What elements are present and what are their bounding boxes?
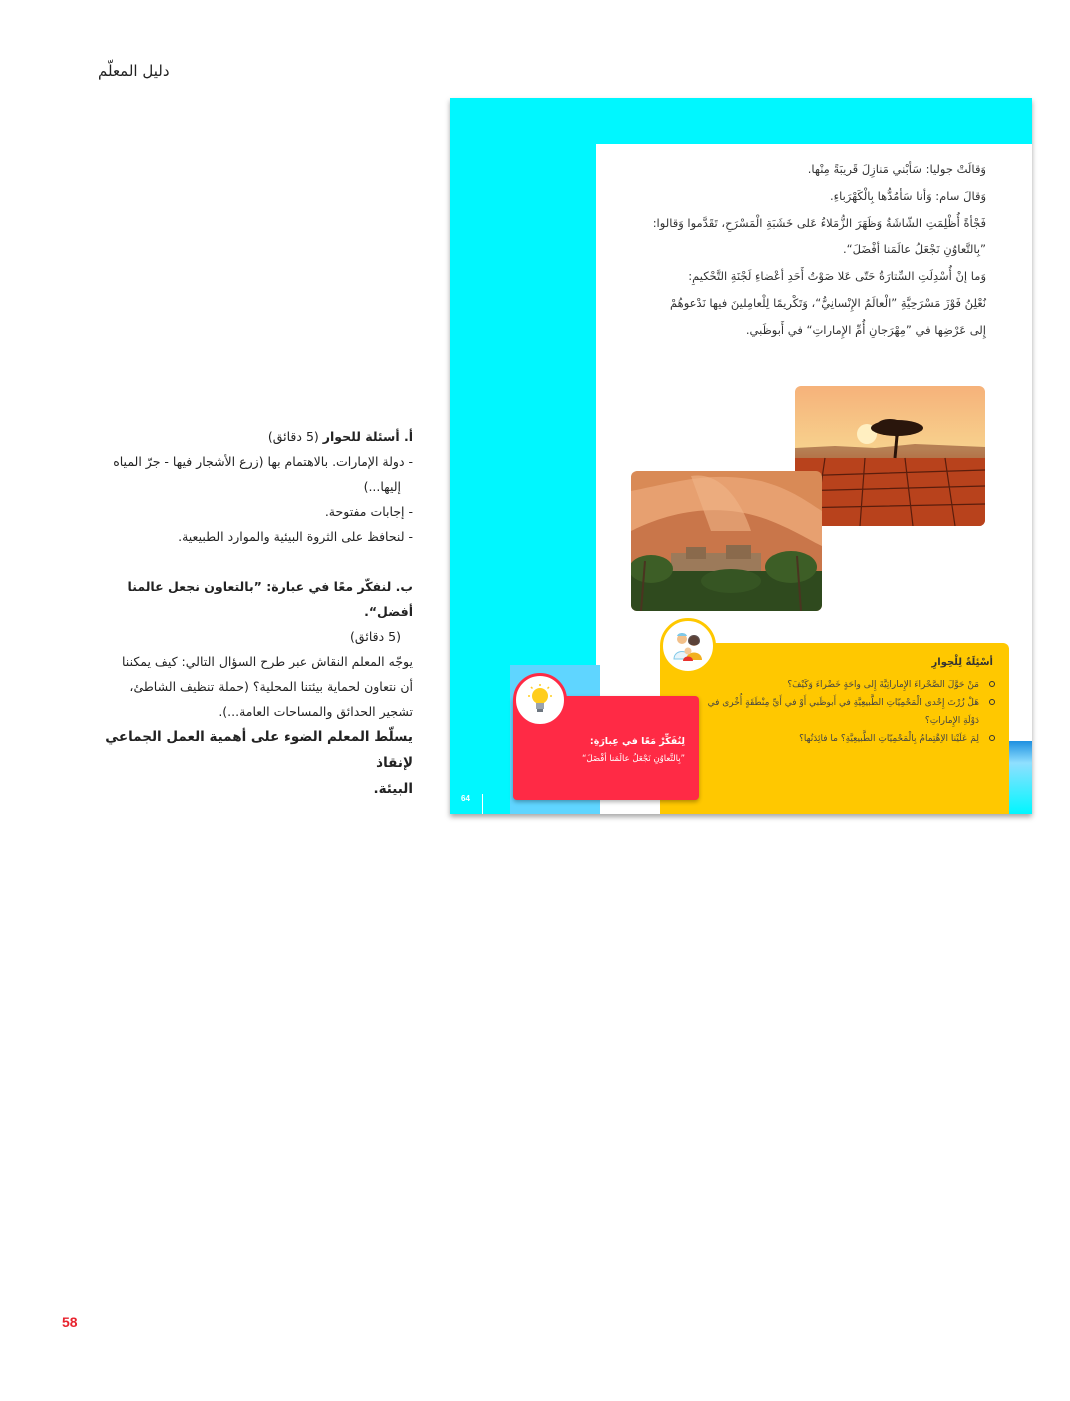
section-c-line-1: يسلّط المعلم الضوء على أهمية العمل الجماعي لإنقاذ <box>105 729 413 771</box>
acacia-tree-photo <box>795 386 985 526</box>
lightbulb-icon <box>513 673 567 727</box>
list-item <box>705 694 995 730</box>
desert-oasis-photo <box>631 471 822 611</box>
question-2: هَلْ زُرْتَ إِحْدى الْمَحْمِيّاتِ الطَّبيعِيَّةِ في أَبوظَبي أَوْ في أَيِّ مِنْطَقَةٍ أُخْرى في دَوْلَةِ الإِماراتِ؟ <box>707 698 979 726</box>
section-b-line-2: أن نتعاون لحماية بيئتنا المحلية؟ (حملة تنظيف الشاطئ، <box>129 679 413 694</box>
student-book-page <box>450 98 1032 814</box>
section-b-heading: ب. لنفكّر معًا في عبارة: ”بالتعاون نجعل عالمنا أفضل“. <box>127 579 413 619</box>
question-1: مَنْ حَوَّلَ الصَّحْراءَ الإِماراتِيَّةَ إِلى واحَةٍ خَضْراءَ وَكَيْفَ؟ <box>787 680 979 690</box>
family-icon <box>660 618 716 674</box>
story-line-3: فَجْأةً أُظْلِمَتِ الشّاشَةُ وَظَهَرَ الزُّمَلاءُ عَلى خَشَبَةِ الْمَسْرَحِ، تَقَدَّموا وَقالوا: <box>652 215 986 230</box>
list-item <box>705 730 995 748</box>
story-line-5: وَما إنْ أُسْدِلَتِ السِّتارَةُ حَتّى عَلا صَوْتُ أَحَدِ أعْضاءِ لَجْنَةِ التَّحْكيمِ: <box>688 269 986 284</box>
think-card-quote: ”بِالتَّعاوُنِ نَجْعَلُ عالَمَنا أفْضَلَ“ <box>581 754 685 764</box>
teamwork-note <box>100 724 413 802</box>
section-a-line-2: إليها...) <box>363 479 401 494</box>
list-item <box>705 676 995 694</box>
section-a-heading-line <box>100 424 413 449</box>
page-number: 58 <box>62 1314 78 1330</box>
story-text <box>610 156 986 344</box>
section-b-line-3: تشجير الحدائق والمساحات العامة...). <box>218 704 413 719</box>
think-together-notes <box>100 574 413 724</box>
book-page-number: 64 <box>461 794 470 803</box>
section-c-line-2: البيئة. <box>373 781 413 797</box>
bullet-icon <box>989 735 995 741</box>
dialogue-questions-notes <box>100 424 413 549</box>
page-number-divider <box>482 794 483 814</box>
section-a-line-3: - إجابات مفتوحة. <box>324 504 413 519</box>
section-a-line-4: - لنحافظ على الثروة البيئية والموارد الطبيعية. <box>178 529 413 544</box>
story-line-6: نُعْلِنُ فَوْزَ مَسْرَحِيَّةِ ”الْعالَمُ الإِنْسانِيُّ“، وَتَكْريمًا لِلْعامِلينَ فيها نَدْعوهُمْ <box>670 295 986 310</box>
story-line-4: ”بِالتَّعاوُنِ نَجْعَلُ عالَمَنا أفْضَلَ“. <box>842 242 986 257</box>
dialogue-questions-list <box>705 676 995 748</box>
question-3: لِمَ عَلَيْنا الاِهْتِمامُ بِالْمَحْمِيّاتِ الطَّبيعِيَّةِ؟ ما فائِدَتُها؟ <box>799 734 979 744</box>
dialogue-questions-card <box>660 643 1009 814</box>
section-a-line-1: - دولة الإمارات. بالاهتمام بها (زرع الأشجار فيها - جرّ المياه <box>113 454 413 469</box>
story-line-1: وَقالَتْ جوليا: سَأبْني مَنازِلَ قَريبَةً مِنْها. <box>807 162 986 176</box>
section-a-duration: (5 دقائق) <box>267 429 323 444</box>
section-a-heading: أ. أسئلة للحوار <box>322 429 413 444</box>
header-title: دليل المعلّم <box>98 62 170 80</box>
bullet-icon <box>989 699 995 705</box>
section-b-duration: (5 دقائق) <box>350 629 401 644</box>
decorative-blue-edge <box>1005 741 1032 814</box>
story-line-7: إِلى عَرْضِها في ”مِهْرَجانِ أُمِّ الإِماراتِ“ في أَبوظَبي. <box>745 322 986 337</box>
story-line-2: وَقالَ سام: وَأنا سَأمُدُّها بِالْكَهْرَباءِ. <box>830 188 986 203</box>
bullet-icon <box>989 681 995 687</box>
think-card-title: لِنُفَكِّرْ مَعًا في عِبارَةِ: <box>589 736 685 747</box>
section-b-line-1: يوجّه المعلم النقاش عبر طرح السؤال التالي: كيف يمكننا <box>121 654 413 669</box>
dialogue-card-title: أسْئِلَةٌ لِلْحِوارِ <box>931 657 993 668</box>
